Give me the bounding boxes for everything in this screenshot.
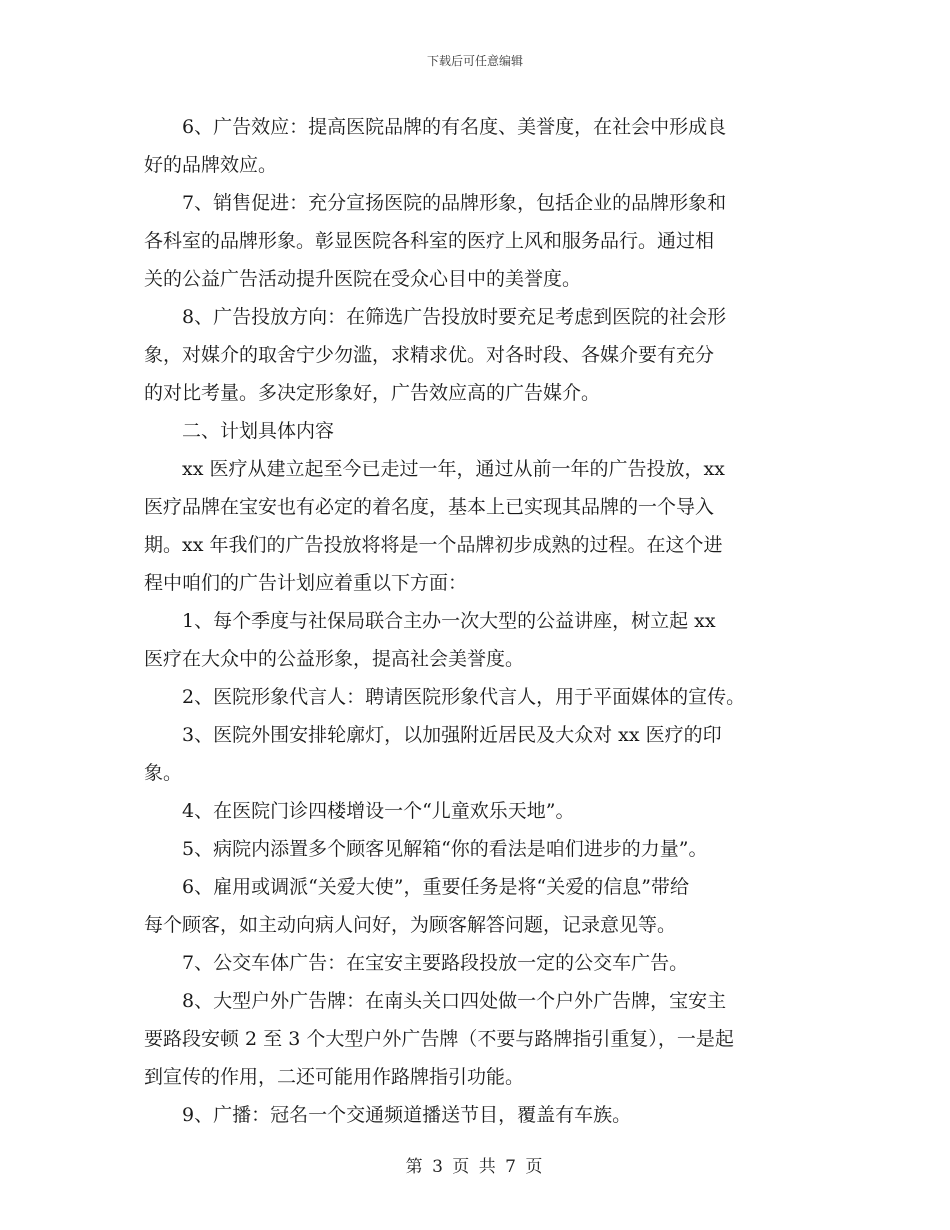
text-line: 9、广播：冠名一个交通频道播送节目，覆盖有车族。 [144, 1104, 632, 1126]
text-line: 6、广告效应：提高医院品牌的有名度、美誉度，在社会中形成良 [144, 116, 727, 138]
text-line: 1、每个季度与社保局联合主办一次大型的公益讲座，树立起 xx [144, 610, 716, 632]
paragraph [144, 868, 824, 944]
paragraph [144, 792, 824, 830]
text-line: 8、广告投放方向：在筛选广告投放时要充足考虑到医院的社会形 [144, 306, 727, 328]
text-line: 8、大型户外广告牌：在南头关口四处做一个户外广告牌，宝安主 [144, 990, 727, 1012]
page-number-footer: 第 3 页 共 7 页 [405, 1157, 545, 1177]
text-line: 6、雇用或调派“关爱大使”，重要任务是将“关爱的信息”带给 [144, 876, 689, 898]
paragraph [144, 108, 824, 184]
text-line: 程中咱们的广告计划应着重以下方面： [144, 572, 468, 594]
text-line: 期。xx 年我们的广告投放将将是一个品牌初步成熟的过程。在这个进 [144, 534, 723, 556]
text-line: 象。 [144, 762, 183, 784]
text-line: 的对比考量。多决定形象好，广告效应高的广告媒介。 [144, 382, 601, 404]
paragraph [144, 298, 824, 412]
paragraph [144, 602, 824, 678]
text-line: 每个顾客，如主动向病人问好，为顾客解答问题，记录意见等。 [144, 914, 677, 936]
text-line: 二、计划具体内容 [144, 420, 335, 442]
text-line: 医疗品牌在宝安也有必定的着名度，基本上已实现其品牌的一个导入 [144, 496, 715, 518]
text-line: xx 医疗从建立起至今已走过一年，通过从前一年的广告投放，xx [144, 458, 725, 480]
paragraph [144, 450, 824, 602]
paragraph [144, 1096, 824, 1134]
text-line: 关的公益广告活动提升医院在受众心目中的美誉度。 [144, 268, 582, 290]
header-note: 下载后可任意编辑 [426, 54, 523, 68]
paragraph [144, 830, 824, 868]
text-line: 4、在医院门诊四楼增设一个“儿童欢乐天地”。 [144, 800, 575, 822]
paragraph [144, 944, 824, 982]
text-line: 7、销售促进：充分宣扬医院的品牌形象，包括企业的品牌形象和 [144, 192, 727, 214]
text-line: 各科室的品牌形象。彰显医院各科室的医疗上风和服务品行。通过相 [144, 230, 715, 252]
text-line: 象，对媒介的取舍宁少勿滥，求精求优。对各时段、各媒介要有充分 [144, 344, 715, 366]
text-line: 好的品牌效应。 [144, 154, 278, 176]
paragraph [144, 184, 824, 298]
text-line: 5、病院内添置多个顾客见解箱“你的看法是咱们进步的力量”。 [144, 838, 708, 860]
paragraph [144, 716, 824, 792]
text-line: 医疗在大众中的公益形象，提高社会美誉度。 [144, 648, 525, 670]
text-line: 2、医院形象代言人：聘请医院形象代言人，用于平面媒体的宣传。 [144, 686, 746, 708]
text-line: 到宣传的作用，二还可能用作路牌指引功能。 [144, 1066, 525, 1088]
paragraph [144, 412, 824, 450]
paragraph [144, 982, 824, 1096]
text-line: 3、医院外围安排轮廓灯，以加强附近居民及大众对 xx 医疗的印 [144, 724, 722, 746]
document-body [144, 108, 824, 1134]
paragraph [144, 678, 824, 716]
text-line: 7、公交车体广告：在宝安主要路段投放一定的公交车广告。 [144, 952, 689, 974]
text-line: 要路段安顿 2 至 3 个大型户外广告牌（不要与路牌指引重复），一是起 [144, 1028, 734, 1050]
